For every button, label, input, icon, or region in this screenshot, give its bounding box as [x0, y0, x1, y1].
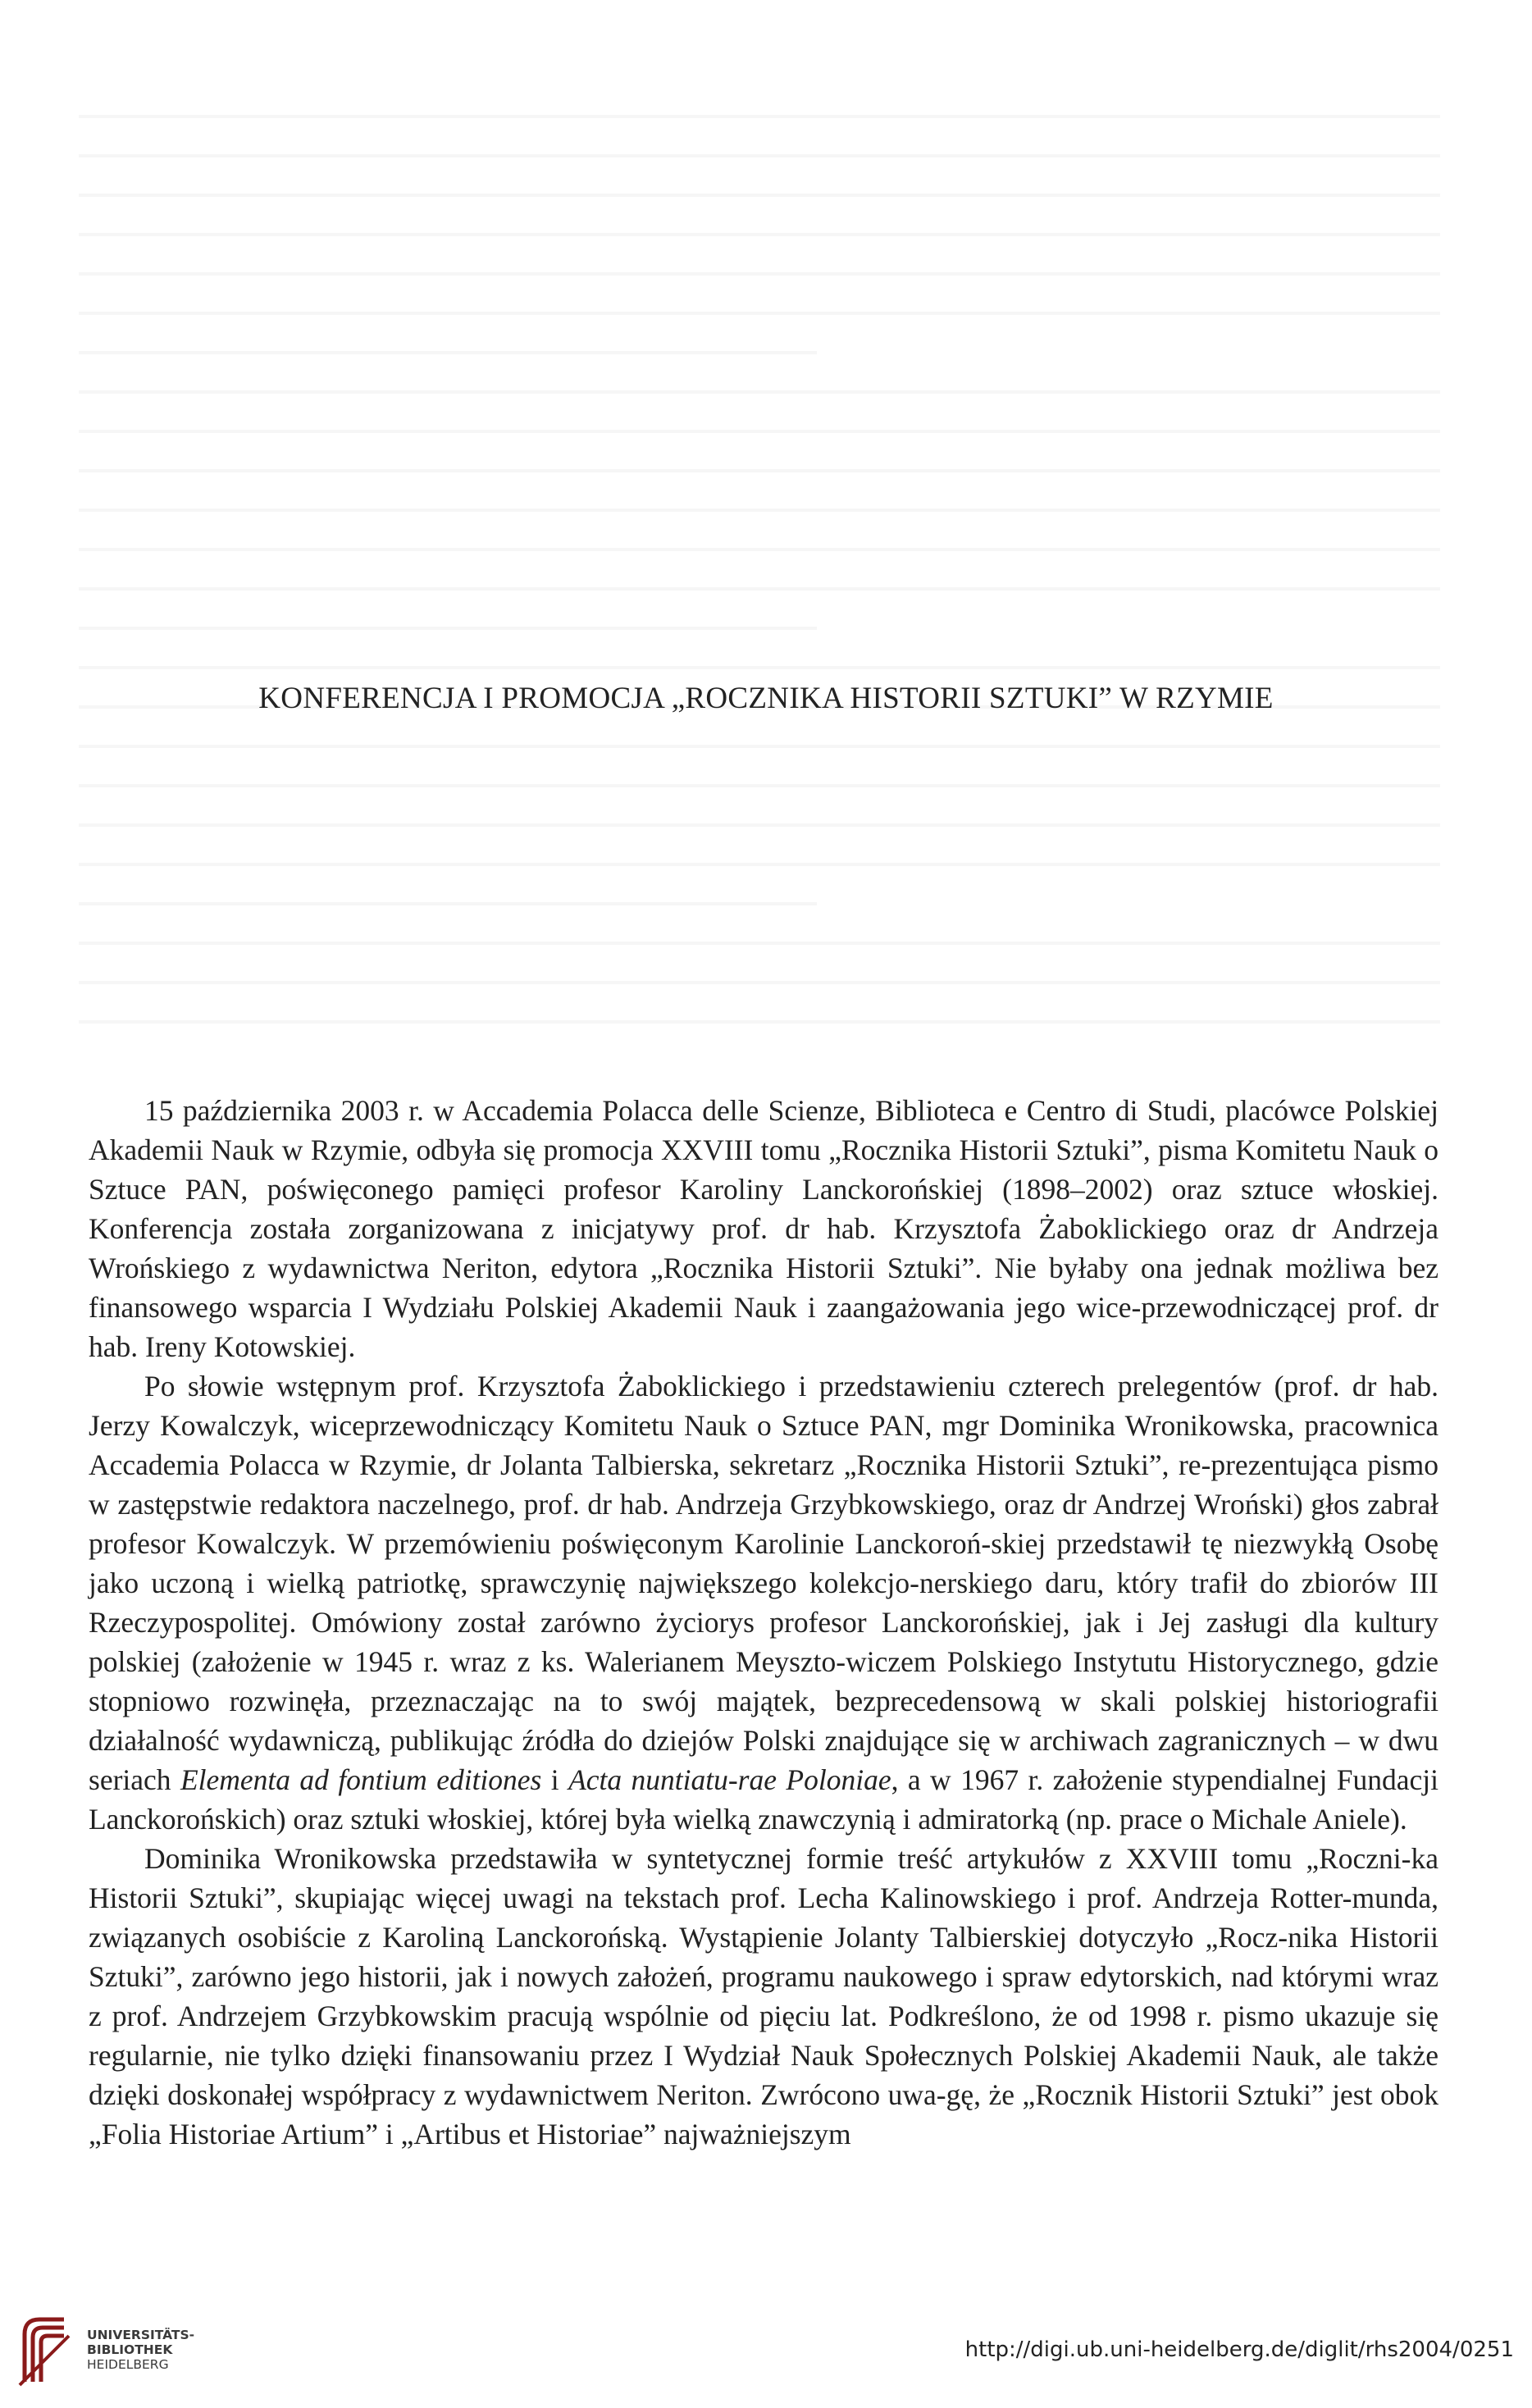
- show-through-text: [0, 0, 1532, 1033]
- show-through-line: [79, 745, 1440, 748]
- paragraph-2: [89, 1366, 1439, 1839]
- show-through-line: [79, 233, 1440, 236]
- library-name-line-3: HEIDELBERG: [87, 2357, 169, 2372]
- show-through-line: [79, 587, 1440, 591]
- library-name-line-1: UNIVERSITÄTS-: [87, 2328, 195, 2342]
- show-through-line: [79, 548, 1440, 551]
- show-through-line: [79, 312, 1440, 315]
- show-through-line: [79, 981, 1440, 984]
- series-title-elementa: Elementa ad fontium editiones: [180, 1763, 542, 1796]
- library-logo-icon: [15, 2310, 74, 2388]
- page-footer: [0, 2296, 1532, 2408]
- library-name: [87, 2328, 194, 2372]
- show-through-line: [79, 115, 1440, 118]
- show-through-line: [79, 902, 817, 905]
- show-through-line: [79, 666, 1440, 669]
- paragraph-2-text-a: Po słowie wstępnym prof. Krzysztofa Żaboklickiego i przedstawieniu czterech prelegentów (prof. dr hab. Jerzy Kowalczyk, wiceprzewodniczący Komitetu Nauk o Sztuce PAN, mgr Dominika Wronikowska, pracownica Accademia Polacca w Rzymie, dr Jolanta Talbierska, sekretarz „Rocznika Historii Sztuki”, re-prezentująca pismo w zastępstwie redaktora naczelnego, prof. dr hab. Andrzeja Grzybkowskiego, oraz dr Andrzej Wroński) głos zabrał profesor Kowalczyk. W przemówieniu poświęconym Karolinie Lanckoroń-skiej przedstawił tę niezwykłą Osobę jako uczoną i wielką patriotkę, sprawczynię największego kolekcjo-nerskiego daru, który trafił do zbiorów III Rzeczypospolitej. Omówiony został zarówno życiorys profesor Lanckorońskiej, jak i Jej zasługi dla kultury polskiej (założenie w 1945 r. wraz z ks. Walerianem Meyszto-wiczem Polskiego Instytutu Historycznego, gdzie stopniowo rozwinęła, przeznaczając na to swój majątek, bezprecedensową w skali polskiej historiografii działalność wydawniczą, publikując źródła do dziejów Polski znajdujące się w archiwach zagranicznych – w dwu seriach: [89, 1370, 1439, 1796]
- show-through-line: [79, 509, 1440, 512]
- show-through-line: [79, 351, 817, 354]
- show-through-line: [79, 194, 1440, 197]
- show-through-line: [79, 390, 1440, 394]
- show-through-line: [79, 823, 1440, 827]
- show-through-line: [79, 627, 817, 630]
- show-through-line: [79, 942, 1440, 945]
- show-through-line: [79, 154, 1440, 157]
- library-name-line-2: BIBLIOTHEK: [87, 2342, 173, 2357]
- series-title-acta: Acta nuntiatu-rae Poloniae: [568, 1763, 891, 1796]
- paragraph-1: 15 października 2003 r. w Accademia Polacca delle Scienze, Biblioteca e Centro di Studi, placówce Polskiej Akademii Nauk w Rzymie, odbyła się promocja XXVIII tomu „Rocznika Historii Sztuki”, pisma Komitetu Nauk o Sztuce PAN, poświęconego pamięci profesor Karoliny Lanckorońskiej (1898–2002) oraz sztuce włoskiej. Konferencja została zorganizowana z inicjatywy prof. dr hab. Krzysztofa Żaboklickiego oraz dr Andrzeja Wrońskiego z wydawnictwa Neriton, edytora „Rocznika Historii Sztuki”. Nie byłaby ona jednak możliwa bez finansowego wsparcia I Wydziału Polskiej Akademii Nauk i zaangażowania jego wice-przewodniczącej prof. dr hab. Ireny Kotowskiej.: [89, 1094, 1439, 1363]
- article-body: [89, 1091, 1439, 2154]
- paragraph-2-text-c: , a w 1967 r. założenie stypendialnej Fundacji Lanckorońskich) oraz sztuki włoskiej, której była wielką znawczynią i admiratorką (np. prace o Michale Aniele).: [89, 1763, 1439, 1836]
- paragraph-2-text-b: i: [541, 1763, 569, 1796]
- show-through-line: [79, 863, 1440, 866]
- show-through-line: [79, 430, 1440, 433]
- show-through-line: [79, 1020, 1440, 1024]
- show-through-line: [79, 469, 1440, 472]
- show-through-line: [79, 784, 1440, 787]
- source-url-link[interactable]: http://digi.ub.uni-heidelberg.de/diglit/rhs2004/0251: [964, 2337, 1514, 2362]
- article-title: KONFERENCJA I PROMOCJA „ROCZNIKA HISTORII SZTUKI” W RZYMIE: [258, 682, 1274, 715]
- show-through-line: [79, 272, 1440, 276]
- paragraph-3: Dominika Wronikowska przedstawiła w syntetycznej formie treść artykułów z XXVIII tomu „Roczni-ka Historii Sztuki”, skupiając więcej uwagi na tekstach prof. Lecha Kalinowskiego i prof. Andrzeja Rotter-munda, związanych osobiście z Karoliną Lanckorońską. Wystąpienie Jolanty Talbierskiej dotyczyło „Rocz-nika Historii Sztuki”, zarówno jego historii, jak i nowych założeń, programu naukowego i spraw edytorskich, nad którymi wraz z prof. Andrzejem Grzybkowskim pracują wspólnie od pięciu lat. Podkreślono, że od 1998 r. pismo ukazuje się regularnie, nie tylko dzięki finansowaniu przez I Wydział Nauk Społecznych Polskiej Akademii Nauk, ale także dzięki doskonałej współpracy z wydawnictwem Neriton. Zwrócono uwa-gę, że „Rocznik Historii Sztuki” jest obok „Folia Historiae Artium” i „Artibus et Historiae” najważniejszym: [89, 1842, 1439, 2150]
